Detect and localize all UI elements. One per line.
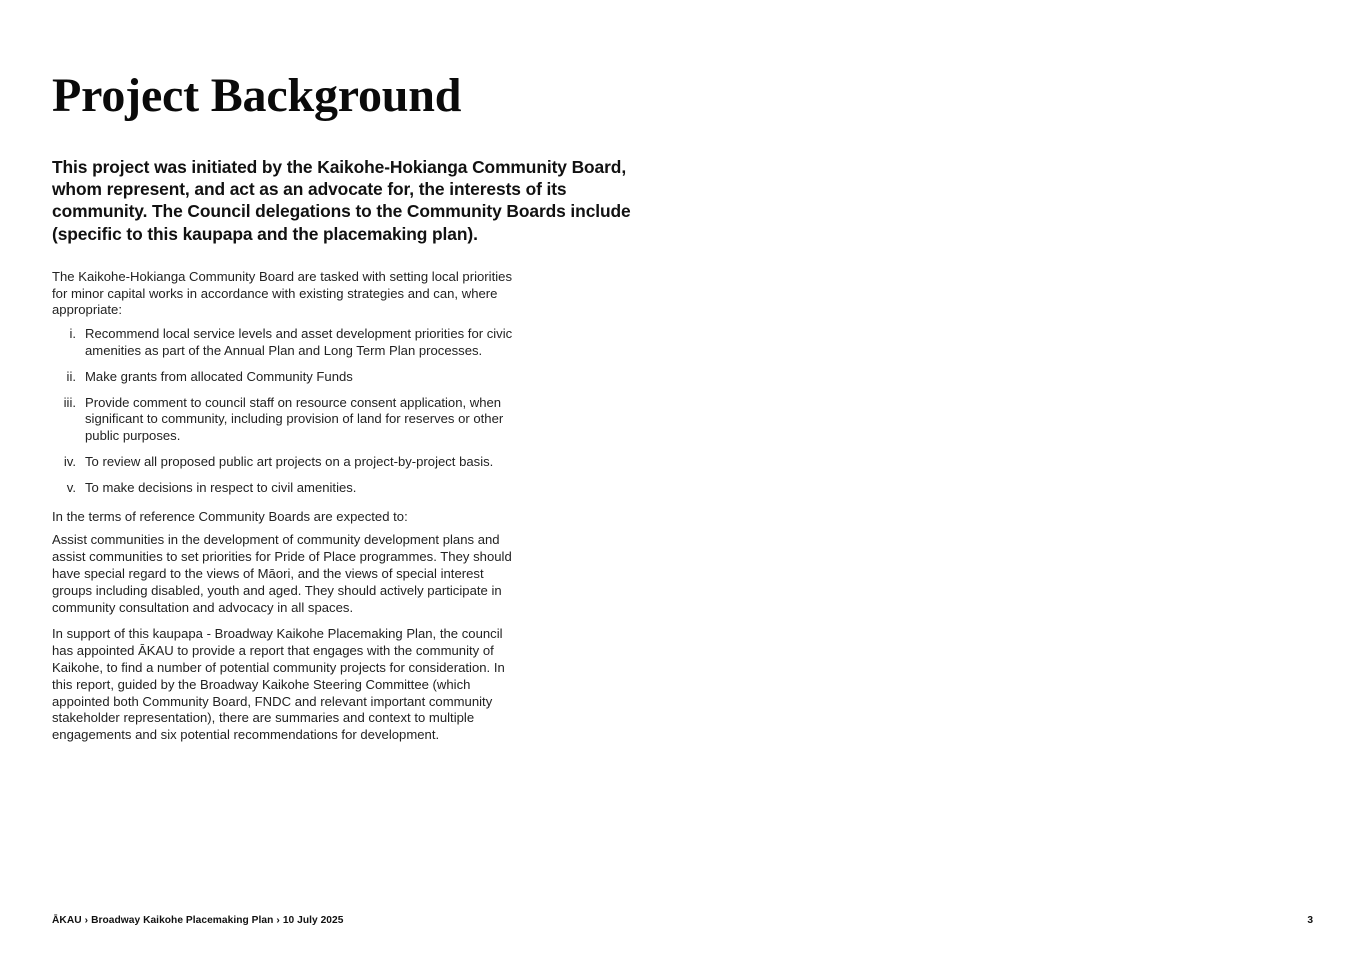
page-title: Project Background [52, 69, 462, 123]
chevron-right-icon: › [276, 915, 280, 926]
list-item-label: Recommend local service levels and asset development priorities for civic amenities as part of the Annual Plan and Long Term Plan processes. [85, 326, 513, 358]
content-column [52, 156, 662, 754]
footer-breadcrumb [52, 915, 343, 926]
list-item [52, 369, 522, 386]
list-item-marker: ii. [66, 368, 76, 384]
paragraph-terms-of-reference: In the terms of reference Community Boards are expected to: [52, 508, 408, 524]
footer-organisation: ĀKAU [52, 915, 82, 926]
footer-date: 10 July 2025 [282, 915, 344, 926]
list-item [52, 326, 522, 360]
list-item [52, 480, 522, 497]
list-item [52, 454, 522, 471]
delegations-list [52, 326, 522, 496]
list-item-label: Make grants from allocated Community Funds [85, 368, 353, 384]
list-item-marker: v. [66, 479, 76, 495]
page-footer [52, 915, 1313, 929]
list-item-label: To make decisions in respect to civil amenities. [85, 479, 357, 495]
list-item-label: To review all proposed public art projects on a project-by-project basis. [85, 453, 494, 469]
paragraph-support-kaupapa: In support of this kaupapa - Broadway Kaikohe Placemaking Plan, the council has appointed ĀKAU to provide a report that engages with the community of Kaikohe, to find a number of potential community projects for consideration. In this report, guided by the Broadway Kaikohe Steering Committee (which appointed both Community Board, FNDC and relevant important community stakeholder representation), there are summaries and context to multiple engagements and six potential recommendations for development. [52, 626, 505, 743]
list-item-marker: iii. [63, 394, 76, 410]
page-number: 3 [1307, 915, 1313, 926]
list-item [52, 395, 522, 445]
list-item-marker: iv. [63, 453, 76, 469]
list-item-label: Provide comment to council staff on resource consent application, when significant to community, including provision of land for reserves or other public purposes. [85, 394, 504, 444]
paragraph-board-duties-intro: The Kaikohe-Hokianga Community Board are tasked with setting local priorities for minor capital works in accordance with existing strategies and can, where appropriate: [52, 268, 512, 318]
footer-plan-name: Broadway Kaikohe Placemaking Plan [91, 915, 274, 926]
chevron-right-icon: › [84, 915, 89, 926]
lead-paragraph: This project was initiated by the Kaikohe-Hokianga Community Board, whom represent, and act as an advocate for, the interests of its community. The Council delegations to the Community Boards include (specific to this kaupapa and the placemaking plan). [52, 157, 631, 244]
paragraph-assist-communities: Assist communities in the development of community development plans and assist communities to set priorities for Pride of Place programmes. They should have special regard to the views of Māori, and the views of special interest groups including disabled, youth and aged. They should actively participate in community consultation and advocacy in all spaces. [52, 532, 512, 615]
list-item-marker: i. [69, 326, 76, 342]
